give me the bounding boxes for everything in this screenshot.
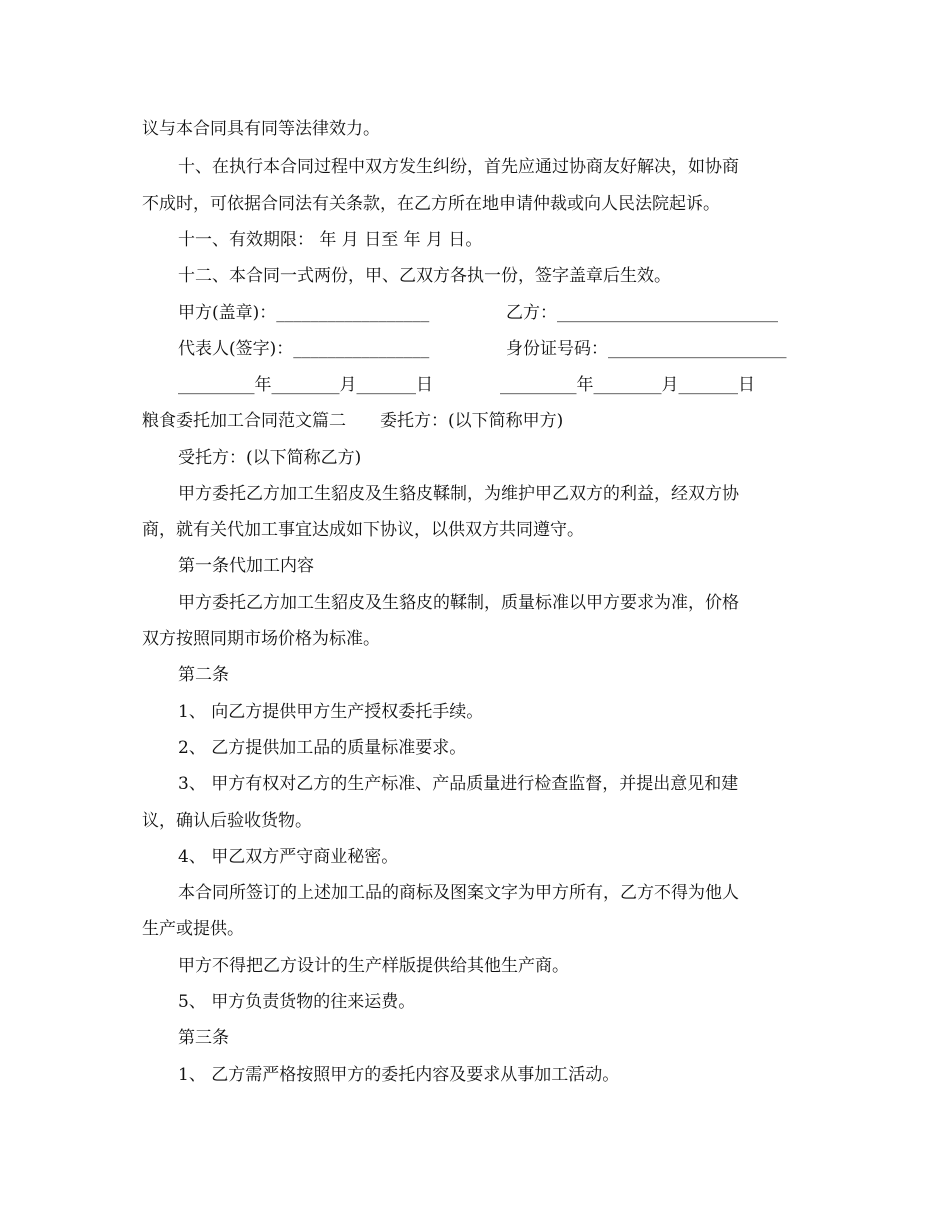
paragraph-line: 双方按照同期市场价格为标准。 <box>142 629 380 649</box>
paragraph-line: 不成时，可依据合同法有关条款，在乙方所在地申请仲裁或向人民法院起诉。 <box>142 194 720 214</box>
paragraph-line: 议与本合同具有同等法律效力。 <box>142 119 380 139</box>
paragraph-line: 本合同所签订的上述加工品的商标及图案文字为甲方所有，乙方不得为他人 <box>178 883 739 903</box>
paragraph-line: 十一、有效期限： 年 月 日至 年 月 日。 <box>178 230 483 250</box>
list-item: 2、 乙方提供加工品的质量标准要求。 <box>178 738 467 758</box>
date-field-a: _________年________月_______日 <box>178 375 433 395</box>
list-item: 4、 甲乙双方严守商业秘密。 <box>178 847 399 867</box>
paragraph-line: 十二、本合同一式两份，甲、乙双方各执一份，签字盖章后生效。 <box>178 266 671 286</box>
paragraph-line: 生产或提供。 <box>142 919 244 939</box>
paragraph-line: 甲方委托乙方加工生貂皮及生貉皮的鞣制，质量标准以甲方要求为准，价格 <box>178 593 739 613</box>
id-number-field: 身份证号码：_____________________ <box>506 339 787 359</box>
paragraph-line: 议，确认后验收货物。 <box>142 811 312 831</box>
paragraph-line: 甲方不得把乙方设计的生产样版提供给其他生产商。 <box>178 956 569 976</box>
party-a-seal-field: 甲方(盖章)：__________________ <box>178 303 430 323</box>
paragraph-line: 甲方委托乙方加工生貂皮及生貉皮鞣制，为维护甲乙双方的利益，经双方协 <box>178 484 739 504</box>
section-title: 粮食委托加工合同范文篇二 委托方：(以下简称甲方) <box>142 411 564 431</box>
paragraph-line: 受托方：(以下简称乙方) <box>178 448 362 468</box>
list-item: 3、 甲方有权对乙方的生产标准、产品质量进行检查监督，并提出意见和建 <box>178 774 739 794</box>
article-heading: 第三条 <box>178 1028 229 1048</box>
paragraph-line: 商，就有关代加工事宜达成如下协议，以供双方共同遵守。 <box>142 520 584 540</box>
list-item: 5、 甲方负责货物的往来运费。 <box>178 992 416 1012</box>
list-item: 1、 乙方需严格按照甲方的委托内容及要求从事加工活动。 <box>178 1065 620 1085</box>
paragraph-line: 十、在执行本合同过程中双方发生纠纷，首先应通过协商友好解决，如协商 <box>178 157 739 177</box>
article-heading: 第一条代加工内容 <box>178 556 314 576</box>
representative-signature-field: 代表人(签字)：________________ <box>178 339 430 359</box>
date-field-b: _________年________月_______日 <box>500 375 755 395</box>
party-b-field: 乙方：__________________________ <box>506 303 778 323</box>
article-heading: 第二条 <box>178 665 229 685</box>
list-item: 1、 向乙方提供甲方生产授权委托手续。 <box>178 702 484 722</box>
